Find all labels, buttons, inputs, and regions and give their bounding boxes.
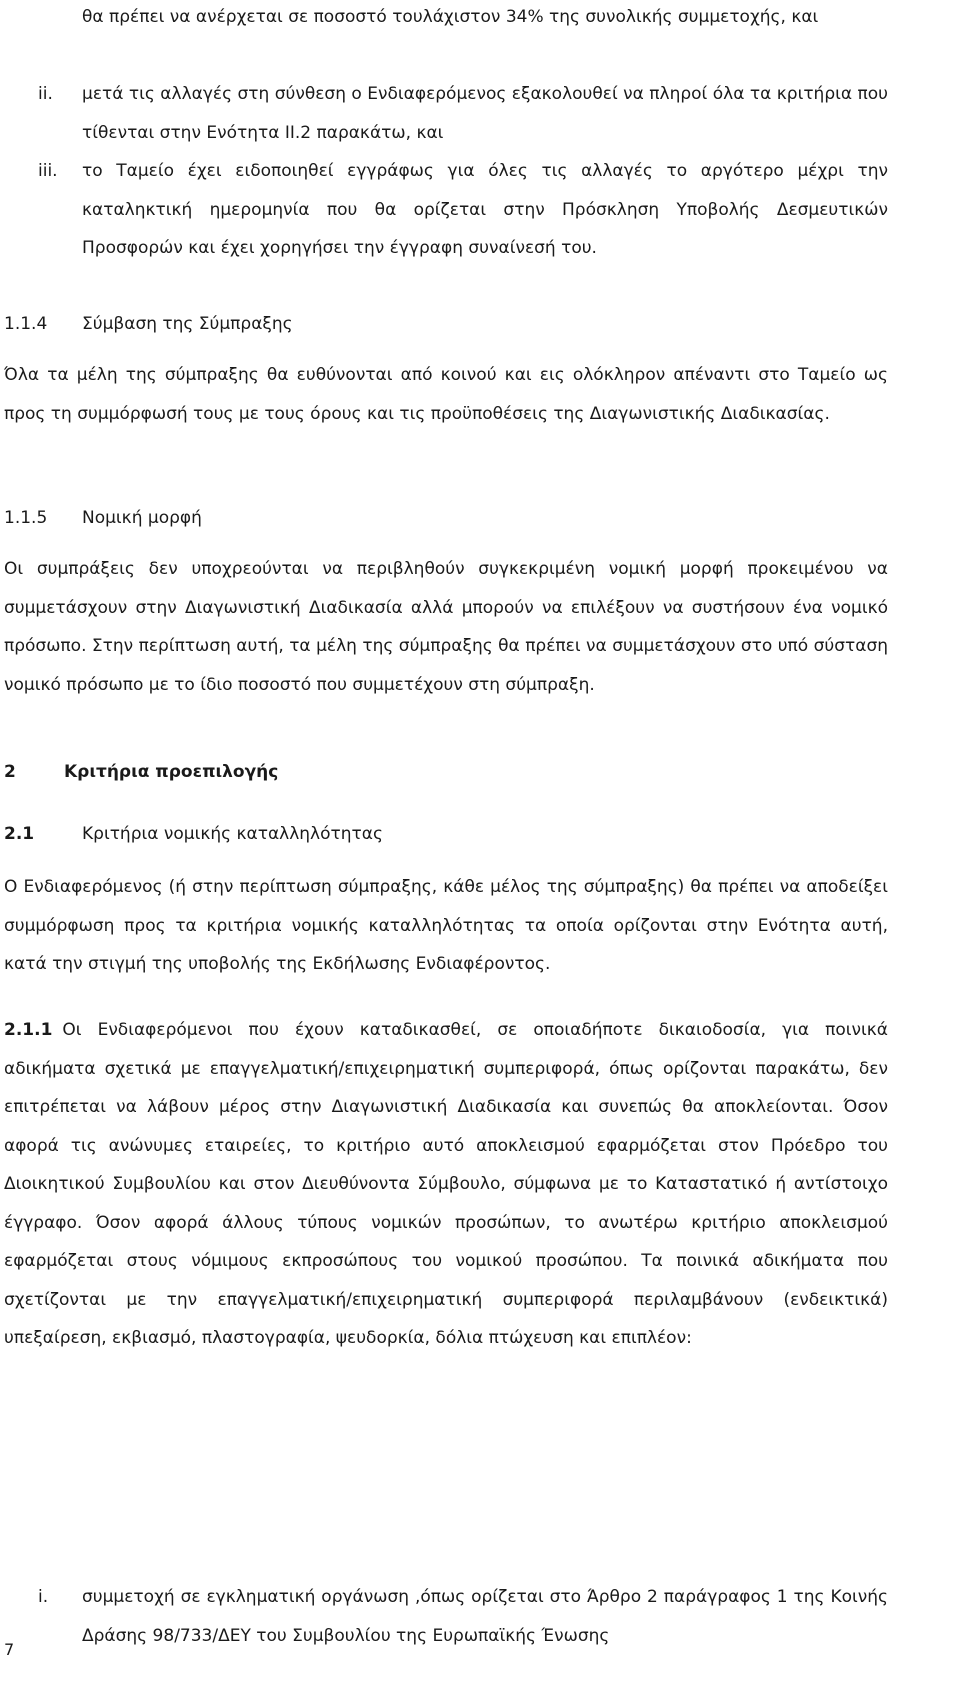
list-item-text: το Ταμείο έχει ειδοποιηθεί εγγράφως για όλες τις αλλαγές το αργότερο μέχρι την καταληκτική ημερομηνία που θα ορίζεται στην Πρόσκληση Υποβολής Δεσμευτικών Προσφορών και έχει χορηγήσει την έγγραφη συναίνεσή του. (82, 161, 888, 258)
list-marker: ii. (38, 84, 53, 104)
paragraph-1-1-4: Όλα τα μέλη της σύμπραξης θα ευθύνονται από κοινού και εις ολόκληρον απέναντι στο Ταμείο ως προς τη συμμόρφωσή τους με τους όρους και τις προϋποθέσεις της Διαγωνιστικής Διαδικασίας. (4, 365, 888, 424)
section-heading-2-1 (4, 815, 383, 853)
section-title: Νομική μορφή (82, 508, 202, 528)
paragraph-text: Οι Ενδιαφερόμενοι που έχουν καταδικασθεί, σε οποιαδήποτε δικαιοδοσία, για ποινικά αδικήματα σχετικά με επαγγελματική/επιχειρηματική συμπεριφορά, όπως ορίζονται παρακάτω, δεν επιτρέπεται να λάβουν μέρος στην Διαγωνιστική Διαδικασία και συνεπώς θα αποκλείονται. Όσον αφορά τις ανώνυμες εταιρείες, το κριτήριο αυτό αποκλεισμού εφαρμόζεται στον Πρόεδρο του Διοικητικού Συμβουλίου και στον Διευθύνοντα Σύμβουλο, σύμφωνα με το Καταστατικό ή αντίστοιχο έγγραφο. Όσον αφορά άλλους τύπους νομικών προσώπων, το ανωτέρω κριτήριο αποκλεισμού εφαρμόζεται στους νόμιμους εκπροσώπους του νομικού προσώπου. Τα ποινικά αδικήματα που σχετίζονται με την επαγγελματική/επιχειρηματική συμπεριφορά περιλαμβάνουν (ενδεικτικά) υπεξαίρεση, εκβιασμό, πλαστογραφία, ψευδορκία, δόλια πτώχευση και επιπλέον: (4, 1020, 888, 1348)
list-marker: iii. (38, 161, 58, 181)
list-item-text: συμμετοχή σε εγκληματική οργάνωση ,όπως ορίζεται στο Άρθρο 2 παράγραφος 1 της Κοινής Δράσης 98/733/ΔΕΥ του Συμβουλίου της Ευρωπαϊκής Ένωσης (82, 1587, 888, 1646)
section-number: 2.1 (4, 824, 35, 844)
list-item-continuation (38, 0, 888, 37)
list-item-text: θα πρέπει να ανέρχεται σε ποσοστό τουλάχιστον 34% της συνολικής συμμετοχής, και (82, 7, 819, 27)
section-heading-1-1-4 (4, 305, 293, 343)
page-number: 7 (4, 1640, 15, 1659)
section-number: 2.1.1 (4, 1020, 53, 1040)
section-number: 1.1.4 (4, 314, 48, 334)
section-title: Σύμβαση της Σύμπραξης (82, 314, 293, 334)
section-heading-2 (4, 753, 278, 791)
list-marker: i. (38, 1587, 49, 1607)
section-title: Κριτήρια προεπιλογής (64, 762, 279, 782)
list-item (38, 152, 888, 268)
section-title: Κριτήρια νομικής καταλληλότητας (82, 824, 383, 844)
list-item-text: μετά τις αλλαγές στη σύνθεση ο Ενδιαφερόμενος εξακολουθεί να πληροί όλα τα κριτήρια που τίθενται στην Ενότητα ΙΙ.2 παρακάτω, και (82, 84, 888, 143)
list-item (38, 75, 888, 152)
list-item (38, 1578, 888, 1655)
paragraph-2-1: Ο Ενδιαφερόμενος (ή στην περίπτωση σύμπραξης, κάθε μέλος της σύμπραξης) θα πρέπει να αποδείξει συμμόρφωση προς τα κριτήρια νομικής καταλληλότητας τα οποία ορίζονται στην Ενότητα αυτή, κατά την στιγμή της υποβολής της Εκδήλωσης Ενδιαφέροντος. (4, 877, 888, 974)
section-number: 1.1.5 (4, 508, 48, 528)
section-heading-1-1-5 (4, 499, 202, 537)
paragraph-1-1-5: Οι συμπράξεις δεν υποχρεούνται να περιβληθούν συγκεκριμένη νομική μορφή προκειμένου να συμμετάσχουν στην Διαγωνιστική Διαδικασία αλλά μπορούν να επιλέξουν να συστήσουν ένα νομικό πρόσωπο. Στην περίπτωση αυτή, τα μέλη της σύμπραξης θα πρέπει να συμμετάσχουν στο υπό σύσταση νομικό πρόσωπο με το ίδιο ποσοστό που συμμετέχουν στη σύμπραξη. (4, 559, 888, 695)
paragraph-2-1-1 (4, 1011, 888, 1358)
section-number: 2 (4, 762, 16, 782)
